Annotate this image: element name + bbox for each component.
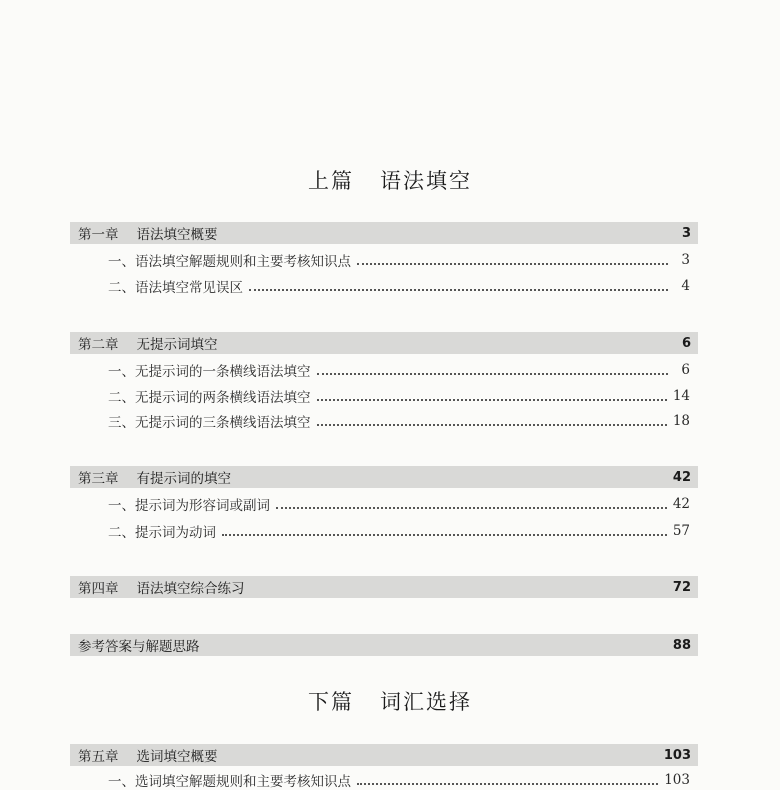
toc-entry[interactable] [108, 250, 690, 270]
toc-entry[interactable] [108, 411, 690, 431]
entry-page: 103 [664, 772, 690, 788]
part-one-label: 上篇 [308, 169, 354, 193]
answers-header[interactable] [70, 634, 698, 656]
chapter-page: 88 [672, 637, 691, 653]
chapter-number: 第三章 [78, 471, 119, 487]
entry-title: 三、无提示词的三条横线语法填空 [108, 415, 311, 431]
dot-leader [249, 288, 668, 291]
chapter-page: 3 [681, 225, 691, 241]
chapter-title: 无提示词填空 [136, 337, 218, 353]
toc-entry[interactable] [108, 386, 690, 406]
part-two-title [0, 686, 780, 716]
part-one-name: 语法填空 [380, 169, 472, 193]
entry-page: 42 [672, 496, 690, 512]
chapter-page: 42 [672, 469, 691, 485]
chapter-number: 第一章 [78, 227, 119, 243]
dot-leader [276, 506, 667, 509]
entry-title: 一、无提示词的一条横线语法填空 [108, 364, 311, 380]
toc-entry[interactable] [108, 360, 690, 380]
chapter-number: 第二章 [78, 337, 119, 353]
dot-leader [222, 533, 667, 536]
chapter-title: 参考答案与解题思路 [78, 639, 200, 655]
chapter-5-header[interactable] [70, 744, 698, 766]
entry-page: 3 [681, 252, 690, 268]
entry-title: 二、无提示词的两条横线语法填空 [108, 390, 311, 406]
dot-leader [317, 423, 667, 426]
chapter-title: 语法填空概要 [136, 227, 218, 243]
toc-entry[interactable] [108, 770, 690, 790]
chapter-number: 第四章 [78, 581, 119, 597]
chapter-1-header[interactable] [70, 222, 698, 244]
toc-entry[interactable] [108, 521, 690, 541]
entry-page: 18 [672, 413, 690, 429]
dot-leader [357, 782, 658, 785]
entry-title: 一、语法填空解题规则和主要考核知识点 [108, 254, 351, 270]
entry-title: 二、提示词为动词 [108, 525, 216, 541]
chapter-number: 第五章 [78, 749, 119, 765]
entry-title: 二、语法填空常见误区 [108, 280, 243, 296]
dot-leader [317, 372, 669, 375]
dot-leader [357, 262, 668, 265]
part-two-label: 下篇 [308, 690, 354, 714]
toc-entry[interactable] [108, 276, 690, 296]
entry-page: 6 [681, 362, 690, 378]
chapter-title: 语法填空综合练习 [136, 581, 245, 597]
chapter-title: 选词填空概要 [136, 749, 218, 765]
chapter-4-header[interactable] [70, 576, 698, 598]
entry-page: 14 [672, 388, 690, 404]
part-one-title [0, 165, 780, 195]
entry-title: 一、选词填空解题规则和主要考核知识点 [108, 774, 351, 790]
entry-page: 4 [681, 278, 690, 294]
entry-page: 57 [672, 523, 690, 539]
dot-leader [317, 398, 667, 401]
chapter-page: 6 [681, 335, 691, 351]
chapter-3-header[interactable] [70, 466, 698, 488]
entry-title: 一、提示词为形容词或副词 [108, 498, 270, 514]
chapter-page: 72 [672, 579, 691, 595]
toc-entry[interactable] [108, 494, 690, 514]
chapter-page: 103 [663, 747, 691, 763]
part-two-name: 词汇选择 [380, 690, 472, 714]
chapter-title: 有提示词的填空 [136, 471, 231, 487]
chapter-2-header[interactable] [70, 332, 698, 354]
